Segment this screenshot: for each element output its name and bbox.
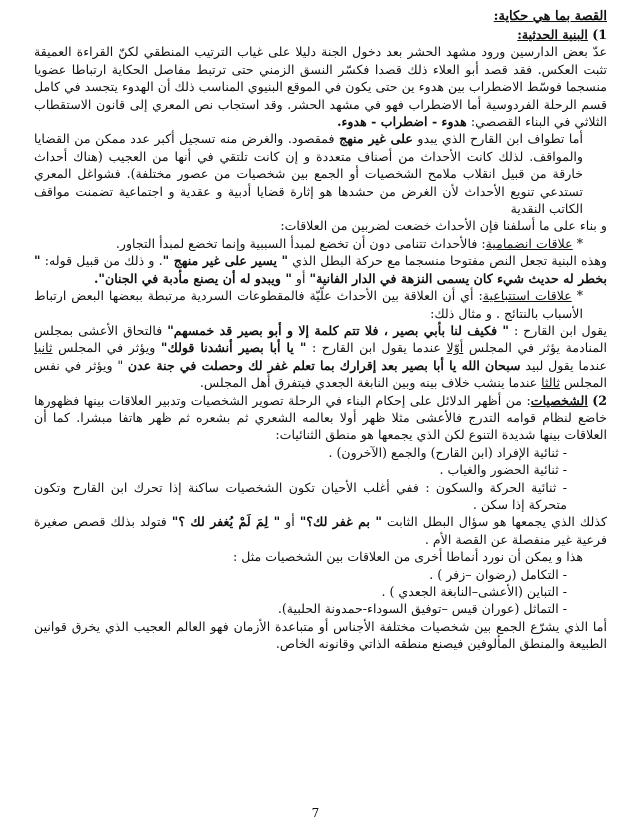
s1-p5-e: عندما يقول لبيد xyxy=(525,357,607,373)
section-1-paragraph-5 xyxy=(34,322,607,392)
page-number: 7 xyxy=(311,805,320,820)
s1-p2-b: فمقصود. والغرض منه تسجيل أكبر عدد ممكن من القضايا والمواقف. لذلك كانت الأحداث من أصناف متعددة و إن كانت تلتقي في أنها من العجيب (هناك أحداث خارقة من قبيل انقلاب ملامح الشخصيات أو الجمع بين شخصيات من عصور مختلفة). فشواغل المعري تستدعي تنويع الأحداث لأن الغرض من حشدها هو إثارة قضايا أدبية و عقدية و اجتماعية تضمنت مواقف الكاتب النقدية xyxy=(34,131,583,217)
s1-p5-quote-3: سبحان الله يا أبا بصير بعد إقرارك بما تعلم غفر لك وحصلت في جنة عدن xyxy=(127,357,521,373)
s1-p4-b: . و ذلك من قبيل قوله: xyxy=(44,253,163,269)
relation-1: * علاقات انضمامية: فالأحداث تتنامى دون أن تخضع لمبدأ السببية وإنما تخضع لمبدأ التجاور. xyxy=(115,235,583,251)
s1-p5-quote-2: " يا أبا بصير أنشدنا قولك" xyxy=(160,340,307,356)
list-item: - ثنائية الحضور والغياب . xyxy=(439,462,567,478)
section-1-number: 1) xyxy=(592,27,607,42)
section-2-number: 2) xyxy=(592,392,607,408)
s1-p1-text: عدّ بعض الدارسين ورود مشهد الحشر بعد دخول الجنة دليلا على غياب الترتيب المنطقي لكنّ القراءة العميقة تثبت العكس. فقد قصد أبو العلاء ذلك قصدا فكسّر النسق الزمني حتى ترتبط مفاصل الحكاية ارتباطا عضويا منسجما فوسّط الاضطراب بين هدوء ين حتى يكون في الموقع البنيوي المناسب ذلك أن الهدوء يتجسد في كامل قسم الرحلة الفردوسية أما الاضطراب فهو في مشهد الحشر. وقد استجاب نص المعري إلى قانون الاستقطاب الثلاثي في البناء القصصي: xyxy=(34,44,607,130)
section-1-paragraph-4 xyxy=(34,252,607,287)
s1-p4-a: وهذه البنية تجعل النص مفتوحا منسجما مع حركة البطل الذي xyxy=(292,253,607,269)
s2-p2-quote-2: " لِمَ لَمْ يُغفر لك ؟" xyxy=(171,514,281,530)
list-item: - التكامل (رضوان –زفر ) . xyxy=(429,566,567,582)
s2-p2-b: أو xyxy=(285,514,295,530)
s1-p4-quote-1: " يسير على غير منهج " xyxy=(162,253,289,269)
s1-p5-f: " ويؤثر في نفس المجلس xyxy=(34,357,607,391)
s1-p2-a: أما تطواف ابن القارح الذي يبدو xyxy=(417,131,584,147)
s1-p4-c: أو xyxy=(295,270,306,286)
list-item: - التماثل (عوران قيس –توفيق السوداء-حمدونة الحلبية). xyxy=(277,601,567,617)
section-1-paragraph-3: و بناء على ما أسلفنا فإن الأحداث خضعت لضربين من العلاقات: xyxy=(280,218,607,234)
relation-2-text: : أي أن العلاقة بين الأحداث علّيّة فالمقطوعات السردية مرتبطة ببعضها البعض ارتباط الأسباب بالنتائج . و مثال ذلك: xyxy=(34,288,583,321)
section-2-paragraph-4: أما الذي يشرّع الجمع بين شخصيات مختلفة الأجناس أو متباعدة الأزمان فهو العالم العجيب الذي يخرق قوانين الطبيعة والمنطق المألوفين فيصنع منطقه الذاتي وقانونه الخاص. xyxy=(34,618,607,652)
section-1-title: البنية الحدثية: xyxy=(517,27,588,42)
section-1-heading xyxy=(34,26,607,43)
page-heading: القصة بما هي حكاية: xyxy=(493,9,607,24)
s1-p4-quote-3: " ويبدو له أن يصنع مأدبة في الجنان". xyxy=(94,270,292,286)
s2-p1-text: : من أظهر الدلائل على إحكام البناء في الرحلة تصوير الشخصيات وتدبير العلاقات بينها فظهورها خاضع لنظام قوامه التدرج فالأعشى مثلا ظهر أولا بعالمه الشعري ثم بشعره ثم ظهر هاتفا مبشرا. كما أن العلاقات بينها شديدة التنوع لكن الذي يجمعها هو منطق الثنائيات: xyxy=(34,392,607,443)
section-1-paragraph-1 xyxy=(34,43,607,130)
list-item: - ثنائية الإفراد (ابن القارح) والجمع (الآخرون) . xyxy=(328,444,567,460)
s1-p5-g: عندما ينشب خلاف بينه وبين النابغة الجعدي فيتفرق أهل المجلس. xyxy=(199,375,538,391)
s1-p1-bold: هدوء - اضطراب - هدوء. xyxy=(337,114,467,130)
section-2-paragraph-3: هذا و يمكن أن نورد أنماطا أخرى من العلاقات بين الشخصيات مثل : xyxy=(232,549,583,565)
list-item: - ثنائية الحركة والسكون : ففي أغلب الأحيان تكون الشخصيات ساكنة إذا تحرك ابن القارح وتكون متحركة إذا سكن . xyxy=(34,479,567,512)
s1-p2-bold: على غير منهج xyxy=(339,131,413,147)
s1-p5-a: يقول ابن القارح : xyxy=(513,322,607,338)
patterns-list xyxy=(34,566,607,618)
relation-2-label: علاقات استتباعية xyxy=(482,288,572,304)
s2-p2-quote-1: " بم غفر لك؟" xyxy=(299,514,382,530)
pairs-list xyxy=(34,444,607,514)
s2-p2-a: كذلك الذي يجمعها هو سؤال البطل الثابت xyxy=(386,514,607,530)
section-1-paragraph-2 xyxy=(34,130,607,217)
relation-1-label: علاقات انضمامية xyxy=(485,235,573,251)
s2-p2-c: فتولد بذلك قصص صغيرة فرعية غير منفصلة عن القصة الأم . xyxy=(34,514,607,547)
s1-p4-quote-2: " بخطر له حديث شيء كان يسمى النزهة في الدار الفانية" xyxy=(34,253,607,286)
s1-p5-c: عندما يقول ابن القارح : xyxy=(311,340,441,356)
s1-p5-d: ويؤثر في المجلس xyxy=(58,340,156,356)
s1-p5-quote-1: " فكيف لنا بأبي بصير ، فلا تتم كلمة إلا و أبو بصير قد خمسهم" xyxy=(167,322,509,338)
s1-p5-second: ثانيا xyxy=(34,340,53,356)
section-2-title: الشخصيات xyxy=(530,392,588,408)
section-2-paragraph-2 xyxy=(34,513,607,548)
list-item: - التباين (الأعشى–النابغة الجعدي ) . xyxy=(381,584,567,599)
s1-p5-third: ثالثا xyxy=(541,375,560,391)
s1-p5-first: أوّلا xyxy=(446,340,464,356)
section-2-paragraph-1 xyxy=(34,392,607,444)
relation-2: * علاقات استتباعية: أي أن العلاقة بين الأحداث علّيّة فالمقطوعات السردية مرتبطة ببعضها البعض ارتباط الأسباب بالنتائج . و مثال ذلك: xyxy=(34,288,583,321)
s1-p5-b: فالتحاق الأعشى بمجلس المنادمة يؤثر في المجلس xyxy=(34,322,607,356)
relation-1-text: : فالأحداث تتنامى دون أن تخضع لمبدأ السببية وإنما تخضع لمبدأ التجاور. xyxy=(115,235,486,251)
